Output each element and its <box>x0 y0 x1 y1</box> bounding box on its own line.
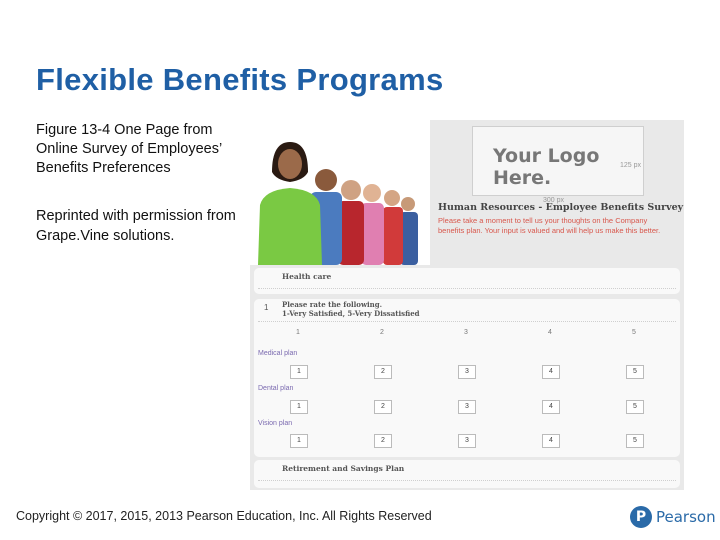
divider <box>258 480 676 481</box>
scale-header: 2 <box>380 329 384 336</box>
question-card <box>254 299 680 457</box>
survey-intro: Please take a moment to tell us your thoughts on the Company benefits plan. Your input is valued and will help us make this better. <box>438 216 661 235</box>
rating-option[interactable]: 2 <box>374 434 392 448</box>
plan-label-medical: Medical plan <box>258 350 298 357</box>
section-health-care <box>254 268 680 294</box>
logo-placeholder <box>472 126 644 204</box>
question-scale-legend: 1-Very Satisfied, 5-Very Dissatisfied <box>282 309 420 318</box>
rating-option[interactable]: 2 <box>374 400 392 414</box>
plan-label-vision: Vision plan <box>258 420 293 427</box>
scale-header: 3 <box>464 329 468 336</box>
rating-option[interactable]: 3 <box>458 365 476 379</box>
copyright-footer: Copyright © 2017, 2015, 2013 Pearson Education, Inc. All Rights Reserved <box>16 509 432 523</box>
rating-option[interactable]: 4 <box>542 400 560 414</box>
reprint-note: Reprinted with permission from Grape.Vine solutions. <box>36 208 236 244</box>
logo-width-label: 300 px <box>543 197 565 204</box>
rating-option[interactable]: 1 <box>290 365 308 379</box>
rating-option[interactable]: 5 <box>626 434 644 448</box>
question-line: Please rate the following. <box>282 300 383 309</box>
rating-option[interactable]: 2 <box>374 365 392 379</box>
rating-option[interactable]: 4 <box>542 434 560 448</box>
divider <box>258 321 676 322</box>
section-label: Health care <box>282 272 332 281</box>
section-label: Retirement and Savings Plan <box>282 464 405 473</box>
brand-name: Pearson <box>656 508 716 526</box>
rating-option[interactable]: 1 <box>290 434 308 448</box>
question-number: 1 <box>264 303 269 312</box>
question-text <box>282 300 420 318</box>
section-retirement <box>254 460 680 488</box>
rating-option[interactable]: 4 <box>542 365 560 379</box>
rating-option[interactable]: 3 <box>458 400 476 414</box>
rating-option[interactable]: 3 <box>458 434 476 448</box>
scale-header: 1 <box>296 329 300 336</box>
rating-option[interactable]: 5 <box>626 400 644 414</box>
scale-header: 4 <box>548 329 552 336</box>
divider <box>258 288 676 289</box>
slide-title: Flexible Benefits Programs <box>36 62 444 97</box>
survey-title: Human Resources - Employee Benefits Survey <box>438 202 684 213</box>
survey-screenshot <box>250 120 684 490</box>
plan-label-dental: Dental plan <box>258 385 294 392</box>
employees-photo <box>250 120 430 265</box>
logo-text: Your Logo Here. <box>493 145 600 189</box>
rating-option[interactable]: 1 <box>290 400 308 414</box>
pearson-icon: P <box>630 506 652 528</box>
scale-header: 5 <box>632 329 636 336</box>
pearson-logo <box>630 506 716 528</box>
figure-caption: Figure 13-4 One Page from Online Survey of Employees’ Benefits Preferences <box>36 122 222 176</box>
rating-option[interactable]: 5 <box>626 365 644 379</box>
logo-height-label: 125 px <box>619 162 641 169</box>
